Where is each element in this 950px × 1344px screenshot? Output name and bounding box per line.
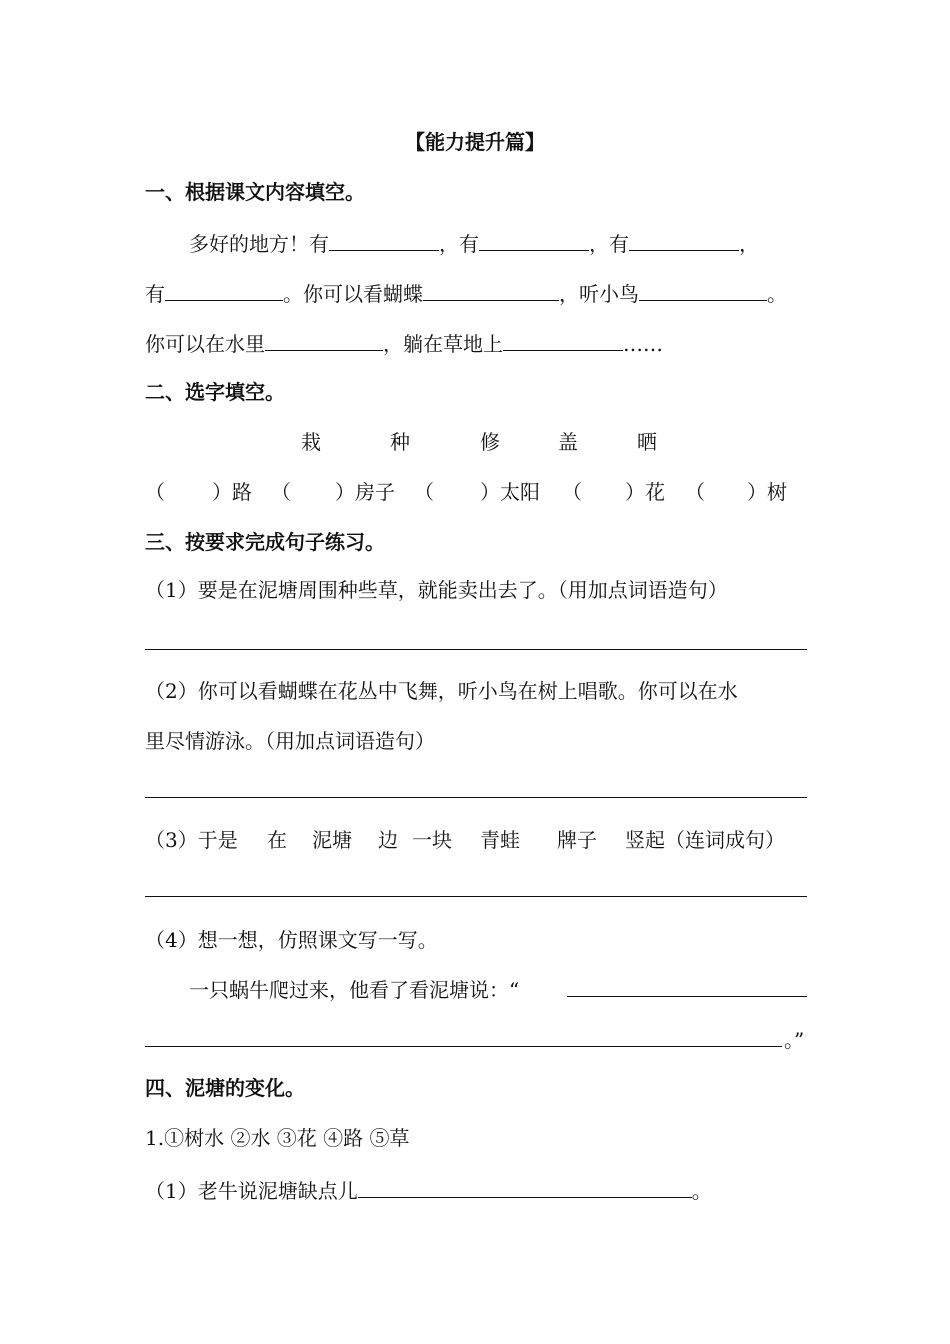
word-tile: 边 xyxy=(378,828,398,852)
answer-line[interactable] xyxy=(567,996,807,997)
question-4-1: （1）老牛说泥塘缺点儿 。 xyxy=(145,1175,712,1205)
word-item: ）树 xyxy=(747,480,787,504)
word-tile: 在 xyxy=(267,828,287,852)
word-item: ）太阳 xyxy=(480,480,540,504)
answer-line[interactable] xyxy=(145,1046,782,1047)
section-4-heading: 四、泥塘的变化。 xyxy=(145,1076,305,1100)
answer-line[interactable] xyxy=(145,797,807,798)
choice-char: 修 xyxy=(480,430,500,454)
open-paren: （ xyxy=(562,480,582,504)
answer-blank[interactable] xyxy=(329,228,439,251)
open-paren: （ xyxy=(145,480,165,504)
word-tile: 一块 xyxy=(412,828,452,852)
answer-blank[interactable] xyxy=(265,328,383,351)
word-item: ）路 xyxy=(212,480,252,504)
word-item: ）房子 xyxy=(335,480,395,504)
section-1-heading: 一、根据课文内容填空。 xyxy=(145,180,365,204)
question-3-3 xyxy=(0,826,950,854)
option-list: 1.①树水 ②水 ③花 ④路 ⑤草 xyxy=(145,1126,410,1150)
character-choices xyxy=(0,428,950,456)
word-item: ）花 xyxy=(625,480,665,504)
choice-char: 盖 xyxy=(558,430,578,454)
word-tile: 竖起（连词成句） xyxy=(625,828,785,852)
answer-blank[interactable] xyxy=(503,328,623,351)
answer-line[interactable] xyxy=(145,649,807,650)
word-tile: 青蛙 xyxy=(480,828,520,852)
choice-char: 晒 xyxy=(637,430,657,454)
open-paren: （ xyxy=(685,480,705,504)
choice-char: 种 xyxy=(390,430,410,454)
choice-char: 栽 xyxy=(301,430,321,454)
fill-line-2: 有 。你可以看蝴蝶 ，听小鸟 。 xyxy=(145,278,787,308)
answer-blank[interactable] xyxy=(423,278,559,301)
question-3-4: （4）想一想，仿照课文写一写。 xyxy=(145,928,438,952)
fill-line-3: 你可以在水里 ，躺在草地上 …… xyxy=(145,328,663,358)
word-tile: 牌子 xyxy=(557,828,597,852)
answer-blank[interactable] xyxy=(639,278,767,301)
word-tile: （3）于是 xyxy=(145,828,238,852)
section-3-heading: 三、按要求完成句子练习。 xyxy=(145,530,385,554)
answer-line[interactable] xyxy=(145,896,807,897)
question-3-2-line-1: （2）你可以看蝴蝶在花丛中飞舞，听小鸟在树上唱歌。你可以在水 xyxy=(145,679,738,703)
answer-blank[interactable] xyxy=(629,228,739,251)
open-paren: （ xyxy=(271,480,291,504)
paren-row xyxy=(0,478,950,506)
fill-line-1: 多好的地方！有 ，有 ，有 ， xyxy=(189,228,759,258)
open-paren: （ xyxy=(414,480,434,504)
question-3-2-line-2: 里尽情游泳。（用加点词语造句） xyxy=(145,729,435,753)
answer-blank[interactable] xyxy=(358,1175,692,1198)
word-tile: 泥塘 xyxy=(312,828,352,852)
answer-blank[interactable] xyxy=(479,228,589,251)
question-3-1: （1）要是在泥塘周围种些草，就能卖出去了。（用加点词语造句） xyxy=(145,578,728,602)
section-2-heading: 二、选字填空。 xyxy=(145,380,285,404)
answer-blank[interactable] xyxy=(165,278,283,301)
closing-quote: 。” xyxy=(784,1028,805,1052)
imitation-writing-line: 一只蜗牛爬过来，他看了看泥塘说：“ xyxy=(189,978,520,1002)
page-title: 【能力提升篇】 xyxy=(405,130,545,154)
